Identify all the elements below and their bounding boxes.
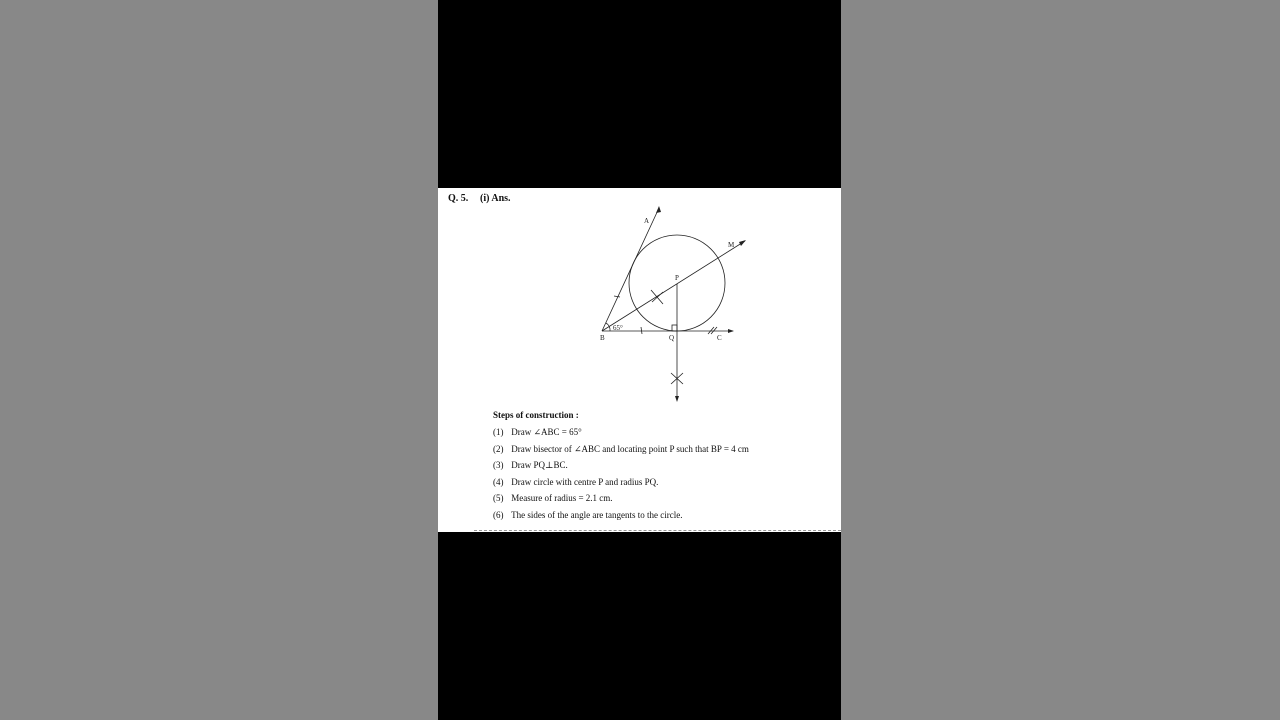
label-a: A <box>644 217 650 225</box>
step-text: Measure of radius = 2.1 cm. <box>511 493 613 503</box>
label-angle: 65° <box>613 324 623 332</box>
arc-mark-bc <box>641 327 642 334</box>
step-text: Draw circle with centre P and radius PQ. <box>511 476 659 487</box>
question-number: Q. 5. <box>448 193 469 204</box>
arrowhead-c <box>728 329 734 333</box>
arc-mark-ba <box>614 296 620 297</box>
step-number: (2) <box>493 443 504 454</box>
label-p: P <box>675 274 679 282</box>
arrowhead-a <box>656 206 661 213</box>
step-text: The sides of the angle are tangents to the circle. <box>511 509 683 520</box>
step-number: (6) <box>493 509 504 520</box>
label-m: M <box>728 241 735 249</box>
step-item <box>493 492 749 509</box>
right-angle-mark <box>672 325 677 331</box>
ray-ba <box>602 208 659 331</box>
construction-diagram <box>438 188 841 408</box>
step-item <box>493 476 749 493</box>
arc-mark-c2 <box>711 327 717 334</box>
step-item <box>493 426 749 443</box>
question-part: (i) Ans. <box>480 193 511 204</box>
step-number: (4) <box>493 476 504 487</box>
step-text: Draw ∠ABC = 65° <box>511 427 582 437</box>
step-item <box>493 459 749 476</box>
step-number: (5) <box>493 493 504 503</box>
steps-of-construction <box>493 410 749 525</box>
step-text: Draw bisector of ∠ABC and locating point P such that BP = 4 cm <box>511 443 749 454</box>
arrowhead-down <box>675 396 679 402</box>
step-number: (3) <box>493 460 504 470</box>
steps-heading: Steps of construction : <box>493 410 579 420</box>
label-q: Q <box>669 334 675 342</box>
arc-mark-c1 <box>708 327 714 334</box>
page-divider <box>474 530 841 531</box>
step-item <box>493 509 749 526</box>
step-item <box>493 443 749 460</box>
label-b: B <box>600 334 605 342</box>
label-c: C <box>717 334 722 342</box>
step-number: (1) <box>493 427 504 437</box>
arrowhead-m <box>739 240 746 246</box>
document-page <box>438 188 841 532</box>
bisector-bm <box>602 241 745 331</box>
step-text: Draw PQ⊥BC. <box>511 460 568 470</box>
